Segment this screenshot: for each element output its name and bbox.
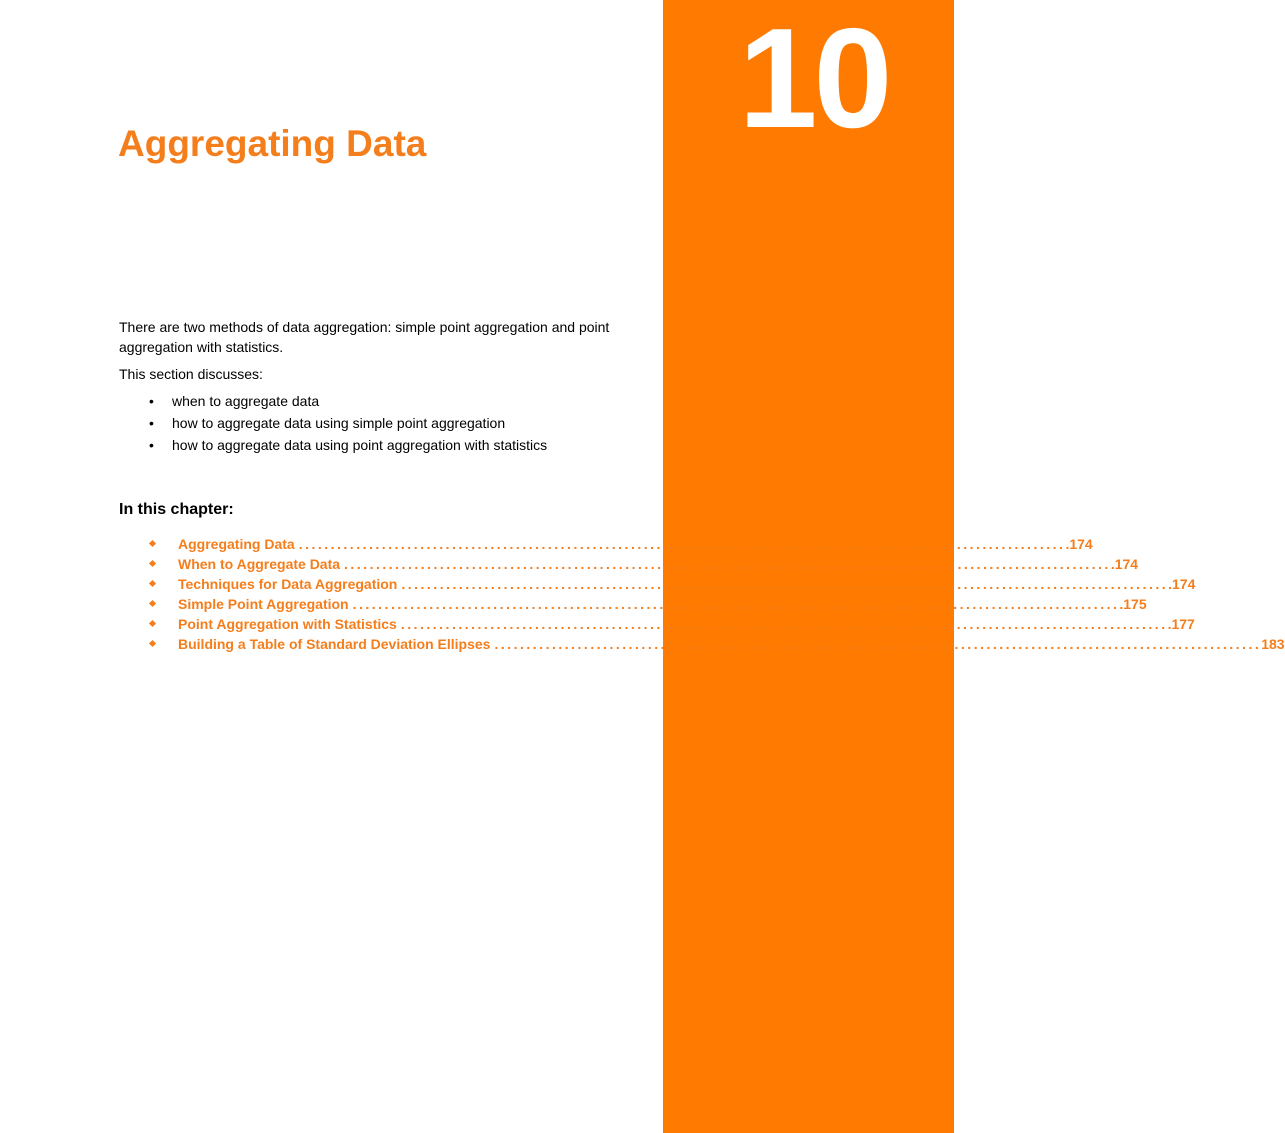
diamond-bullet-icon [149, 540, 156, 547]
toc-entry-page: .174 [1110, 556, 1139, 572]
toc-entry-label: Point Aggregation with Statistics [178, 616, 397, 632]
intro-bullet: • how to aggregate data using simple point aggregation [149, 415, 506, 431]
toc-leader-dots: ........................................................................................................................ [401, 576, 1169, 592]
toc-entry [148, 634, 1285, 654]
intro-paragraph: There are two methods of data aggregation: simple point aggregation and point aggregation with statistics. [119, 319, 610, 355]
toc-leader-dots: ........................................................................................................................ [344, 556, 1111, 572]
toc-entry [148, 614, 1195, 634]
intro-lead: This section discusses: [119, 366, 263, 382]
toc-link[interactable] [178, 554, 1139, 574]
toc-entry-page: .177 [1167, 616, 1195, 632]
bullet-dot-icon: • [149, 415, 154, 431]
toc-heading: In this chapter: [119, 501, 234, 518]
diamond-bullet-icon [149, 560, 156, 567]
toc-entry [148, 574, 1196, 594]
toc-leader-dots: ........................................................................................................................ [494, 636, 1262, 652]
toc-link[interactable] [178, 614, 1195, 634]
bullet-dot-icon: • [149, 393, 154, 409]
toc-entry-label: Simple Point Aggregation [178, 596, 349, 612]
toc-link[interactable] [178, 534, 1093, 554]
chapter-intro [119, 317, 649, 457]
diamond-bullet-icon [149, 600, 156, 607]
diamond-bullet-icon [149, 640, 156, 647]
toc-link[interactable] [178, 634, 1285, 654]
intro-bullet-list [119, 391, 649, 457]
toc-entry-label: Building a Table of Standard Deviation Ellipses [178, 636, 491, 652]
toc-link[interactable] [178, 574, 1196, 594]
toc-entry-label: When to Aggregate Data [178, 556, 341, 572]
toc-entry-label: Aggregating Data [178, 536, 295, 552]
chapter-title: Aggregating Data [118, 123, 427, 164]
chapter-number: 10 [738, 0, 889, 158]
bullet-dot-icon: • [149, 437, 154, 453]
toc-entry-page: .175 [1119, 596, 1147, 612]
toc-leader-dots: ........................................................................................................................ [400, 616, 1168, 632]
toc-link[interactable] [178, 594, 1147, 614]
toc-entry [148, 554, 1139, 574]
intro-bullet: • how to aggregate data using point aggregation with statistics [149, 437, 548, 453]
diamond-bullet-icon [149, 620, 156, 627]
toc-entry-page: .174 [1168, 576, 1196, 592]
diamond-bullet-icon [149, 580, 156, 587]
toc-entry-label: Techniques for Data Aggregation [178, 576, 398, 592]
toc-leader-dots: ........................................................................................................................ [298, 536, 1066, 552]
toc-entry-page: .174 [1065, 536, 1093, 552]
toc-entry [148, 534, 1093, 554]
toc-leader-dots: ........................................................................................................................ [352, 596, 1120, 612]
toc-entry [148, 594, 1147, 614]
toc-list [148, 534, 1285, 654]
intro-bullet: • when to aggregate data [149, 393, 320, 409]
toc-entry-page: 183 [1261, 636, 1285, 652]
